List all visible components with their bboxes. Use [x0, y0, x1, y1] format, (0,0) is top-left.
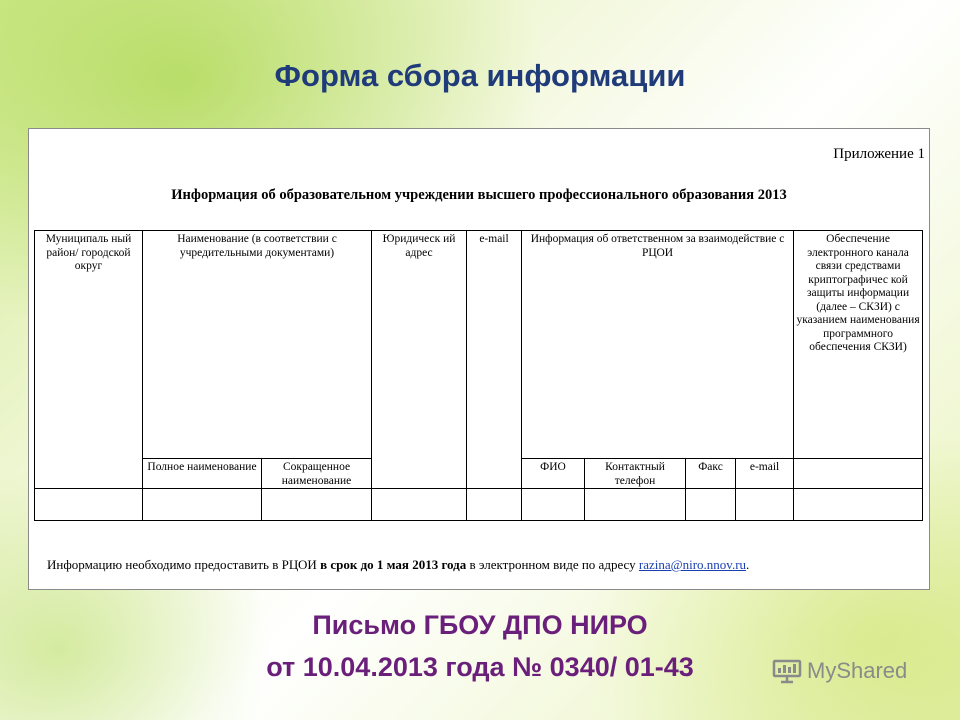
watermark-text: MyShared [807, 658, 908, 683]
data-cell [522, 489, 585, 521]
slide-title: Форма сбора информации [274, 58, 686, 93]
header-resp-phone: Контактный телефон [585, 459, 686, 489]
collection-form-table [34, 230, 923, 521]
submission-note [47, 557, 749, 573]
document-heading: Информация об образовательном учреждении высшего профессионального образования 2013 [171, 187, 787, 203]
header-resp-email: e-mail [736, 459, 794, 489]
data-cell [736, 489, 794, 521]
letter-reference: Письмо ГБОУ ДПО НИРО [312, 610, 648, 640]
header-name-full: Полное наименование [143, 459, 262, 489]
note-text: . [746, 557, 750, 572]
header-name: Наименование (в соответствии с учредительными документами) [143, 231, 372, 459]
data-cell [35, 489, 143, 521]
data-cell [686, 489, 736, 521]
appendix-label: Приложение 1 [833, 146, 925, 162]
data-cell [467, 489, 522, 521]
note-deadline: в срок до 1 мая 2013 года [320, 557, 467, 572]
header-name-short: Сокращенное наименование [262, 459, 372, 489]
header-responsible: Информация об ответственном за взаимодействие с РЦОИ [522, 231, 794, 459]
header-email: e-mail [467, 231, 522, 489]
watermark [772, 658, 907, 684]
table-row [35, 489, 923, 521]
empty-cell [794, 459, 923, 489]
note-text: в электронном виде по адресу [466, 557, 639, 572]
email-link: razina@niro.nnov.ru [638, 557, 747, 572]
header-legal-address: Юридическ ий адрес [372, 231, 467, 489]
note-text: Информацию необходимо предоставить в РЦОИ [47, 557, 321, 572]
data-cell [262, 489, 372, 521]
header-resp-fax: Факс [686, 459, 736, 489]
header-skzi: Обеспечение электронного канала связи средствами криптографичес кой защиты информации (далее – СКЗИ) с указанием наименования программного обеспечения СКЗИ) [794, 231, 923, 459]
data-cell [143, 489, 262, 521]
data-cell [372, 489, 467, 521]
data-cell [585, 489, 686, 521]
letter-date-number: от 10.04.2013 года № 0340/ 01-43 [266, 652, 694, 682]
presentation-board-icon [772, 658, 802, 684]
header-municipal: Муниципаль ный район/ городской округ [35, 231, 143, 489]
data-cell [794, 489, 923, 521]
header-resp-fio: ФИО [522, 459, 585, 489]
document-image [28, 128, 930, 590]
